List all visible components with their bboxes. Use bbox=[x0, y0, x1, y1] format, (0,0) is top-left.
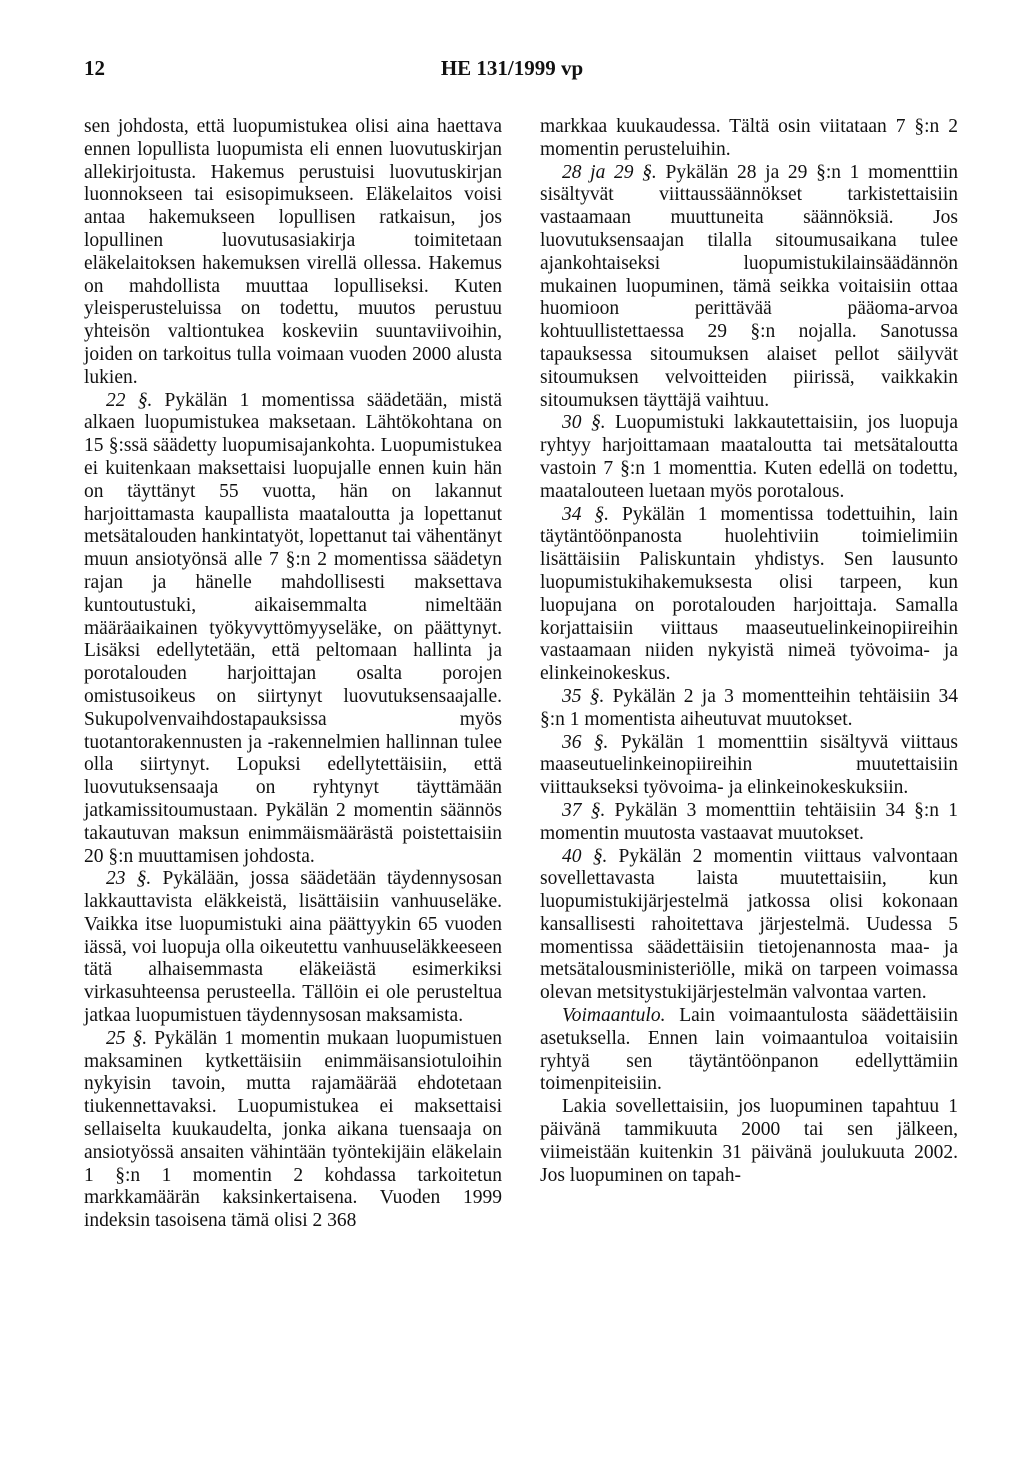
paragraph: 28 ja 29 §. Pykälän 28 ja 29 §:n 1 momenttiin sisältyvät viittaussäännökset tarkistettaisiin vastaamaan muuttuneita säännöksiä. Jos luovutuksensaajan tilalla sitoumusaikana tulee ajankohtaiseksi luopumistukilainsäädännön mukainen luopuminen, tämä seikka voitaisiin ottaa huomioon perittävää pääoma-arvoa kohtuullistettaessa 29 §:n nojalla. Sanotussa tapauksessa sitoumuksen alaiset pellot säilyvät sitoumuksen velvoitteiden piirissä, vaikkakin sitoumuksen täyttäjä vaihtuu. bbox=[540, 161, 958, 411]
section-reference: 36 §. bbox=[562, 731, 609, 753]
page-number: 12 bbox=[84, 56, 105, 80]
paragraph: markkaa kuukaudessa. Tältä osin viitataan 7 §:n 2 momentin perusteluihin. bbox=[540, 116, 958, 160]
section-reference: 25 §. bbox=[106, 1027, 148, 1049]
right-column bbox=[540, 116, 958, 1187]
paragraph: 25 §. Pykälän 1 momentin mukaan luopumistuen maksaminen kytkettäisiin enimmäisansiotuloihin nykyisin tavoin, mutta rajamäärää ehdotetaan tiukennettavaksi. Luopumistukea ei maksettaisi sellaiselta kuukaudelta, jonka aikana tuensaaja on ansiotyössä ansaiten vähintään työntekijäin eläkelain 1 §:n 1 momentin 2 kohdassa tarkoitetun markkamäärän kaksinkertaisena. Vuoden 1999 indeksin tasoisena tämä olisi 2 368 bbox=[84, 1027, 503, 1232]
paragraph: 36 §. Pykälän 1 momenttiin sisältyvä viittaus maaseutuelinkeinopiireihin muutettaisiin viittaukseksi työvoima- ja elinkeinokeskuksiin. bbox=[540, 731, 959, 799]
section-reference: Voimaantulo. bbox=[562, 1005, 666, 1027]
section-reference: 37 §. bbox=[562, 799, 606, 821]
left-column bbox=[84, 116, 502, 1233]
section-reference: 22 §. bbox=[106, 389, 153, 411]
paragraph: 35 §. Pykälän 2 ja 3 momentteihin tehtäisiin 34 §:n 1 momentista aiheutuvat muutokset. bbox=[540, 685, 959, 730]
paragraph: 34 §. Pykälän 1 momentissa todettuihin, lain täytäntöönpanosta huolehtiviin toimielimiin lisättäisiin Paliskuntain yhdistys. Sen lausunto luopumistukihakemuksesta olisi tarpeen, kun luopujana on porotalouden harjoittaja. Samalla korjattaisiin viittaus maaseutuelinkeinopiireihin vastaamaan niiden nykyistä nimeä työvoima- ja elinkeinokeskus. bbox=[540, 503, 958, 685]
section-reference: 40 §. bbox=[562, 845, 608, 867]
paragraph: 22 §. Pykälän 1 momentissa säädetään, mistä alkaen luopumistukea maksetaan. Lähtökohtana on 15 §:ssä säädetty luopumisajankohta. Luopumistukea ei kuitenkaan maksettaisi luopujalle ennen kuin hän on täyttänyt 55 vuotta, hän on lakannut harjoittamasta kaupallista maataloutta ja lopettanut metsätalouden hankintatyöt, lopettanut tai vähentänyt muun ansiotyönsä alle 7 §:n 2 momentissa säädetyn rajan ja hänelle mahdollisesti maksettava kuntoutustuki, aikaisemmalta nimeltään määräaikainen työkyvyttömyyseläke, on päättynyt. Lisäksi edellytetään, että peltomaan hallinta ja porotalouden harjoittajan osalta porojen omistusoikeus on siirtynyt luovutuksensaajalle. Sukupolvenvaihdostapauksissa myös tuotantorakennusten ja -rakennelmien hallinnan tulee olla siirtynyt. Lopuksi edellytettäisiin, että luovutuksensaaja on ryhtynyt täyttämään jatkamissitoumustaan. Pykälän 2 momentin säännös takautuvan maksun enimmäismäärästä poistettaisiin 20 §:n muuttamisen johdosta. bbox=[84, 389, 503, 867]
paragraph: sen johdosta, että luopumistukea olisi aina haettava ennen lopullista luopumista eli ennen luovutuskirjan allekirjoitusta. Hakemus perustuisi luovutuskirjan luonnokseen tai esisopimukseen. Eläkelaitos voisi antaa hakemukseen lopullisen ratkaisun, jos lopullinen luovutusasiakirja toimitetaan eläkelaitoksen hakemuksen virellä ollessa. Hakemus on mahdollista muuttaa lopulliseksi. Kuten yleisperusteluissa on todettu, muutos perustuu yhteisön valtiontukea koskeviin suuntaviivoihin, joiden on tarkoitus tulla voimaan vuoden 2000 alusta lukien. bbox=[84, 116, 502, 388]
paragraph: 23 §. Pykälään, jossa säädetään täydennysosan lakkauttavista eläkkeistä, lisättäisiin vanhuuseläke. Vaikka itse luopumistuki aina päättyykin 65 vuoden iässä, voi luopuja olla oikeutettu vanhuuseläkkeeseen tätä alhaisemmasta eläkeiästä esimerkiksi virkasuhteensa perusteella. Tällöin ei ole perusteltua jatkaa luopumistuen täydennysosan maksamista. bbox=[84, 868, 502, 1027]
section-reference: 30 §. bbox=[562, 412, 606, 434]
section-reference: 23 §. bbox=[106, 868, 152, 890]
section-reference: 28 ja 29 §. bbox=[562, 161, 657, 183]
paragraph: Lakia sovellettaisiin, jos luopuminen tapahtuu 1 päivänä tammikuuta 2000 tai sen jälkeen, viimeistään kuitenkin 31 päivänä joulukuuta 2002. Jos luopuminen on tapah- bbox=[540, 1096, 958, 1186]
page-header bbox=[84, 56, 940, 86]
section-reference: 35 §. bbox=[562, 685, 605, 707]
paragraph: 40 §. Pykälän 2 momentin viittaus valvontaan sovellettavasta laista muutettaisiin, kun luopumistukijärjestelmä jatkossa olisi kokonaan kansallisesti rahoitettava järjestelmä. Uudessa 5 momentissa säädettäisiin tietojenannosta maa- ja metsätalousministeriölle, mikä on tarpeen voimassa olevan metsitystukijärjestelmän valvontaa varten. bbox=[540, 845, 958, 1004]
paragraph: 30 §. Luopumistuki lakkautettaisiin, jos luopuja ryhtyy harjoittamaan maataloutta tai metsätaloutta vastoin 7 §:n 1 momenttia. Kuten edellä on todettu, maatalouteen luetaan myös porotalous. bbox=[540, 412, 958, 502]
paragraph: Voimaantulo. Lain voimaantulosta säädettäisiin asetuksella. Ennen lain voimaantuloa voitaisiin ryhtyä sen täytäntöönpanon edellyttämiin toimenpiteisiin. bbox=[540, 1005, 958, 1095]
section-reference: 34 §. bbox=[562, 503, 610, 525]
paragraph: 37 §. Pykälän 3 momenttiin tehtäisiin 34 §:n 1 momentin muutosta vastaavat muutokset. bbox=[540, 799, 959, 844]
document-id: HE 131/1999 vp bbox=[440, 56, 584, 80]
